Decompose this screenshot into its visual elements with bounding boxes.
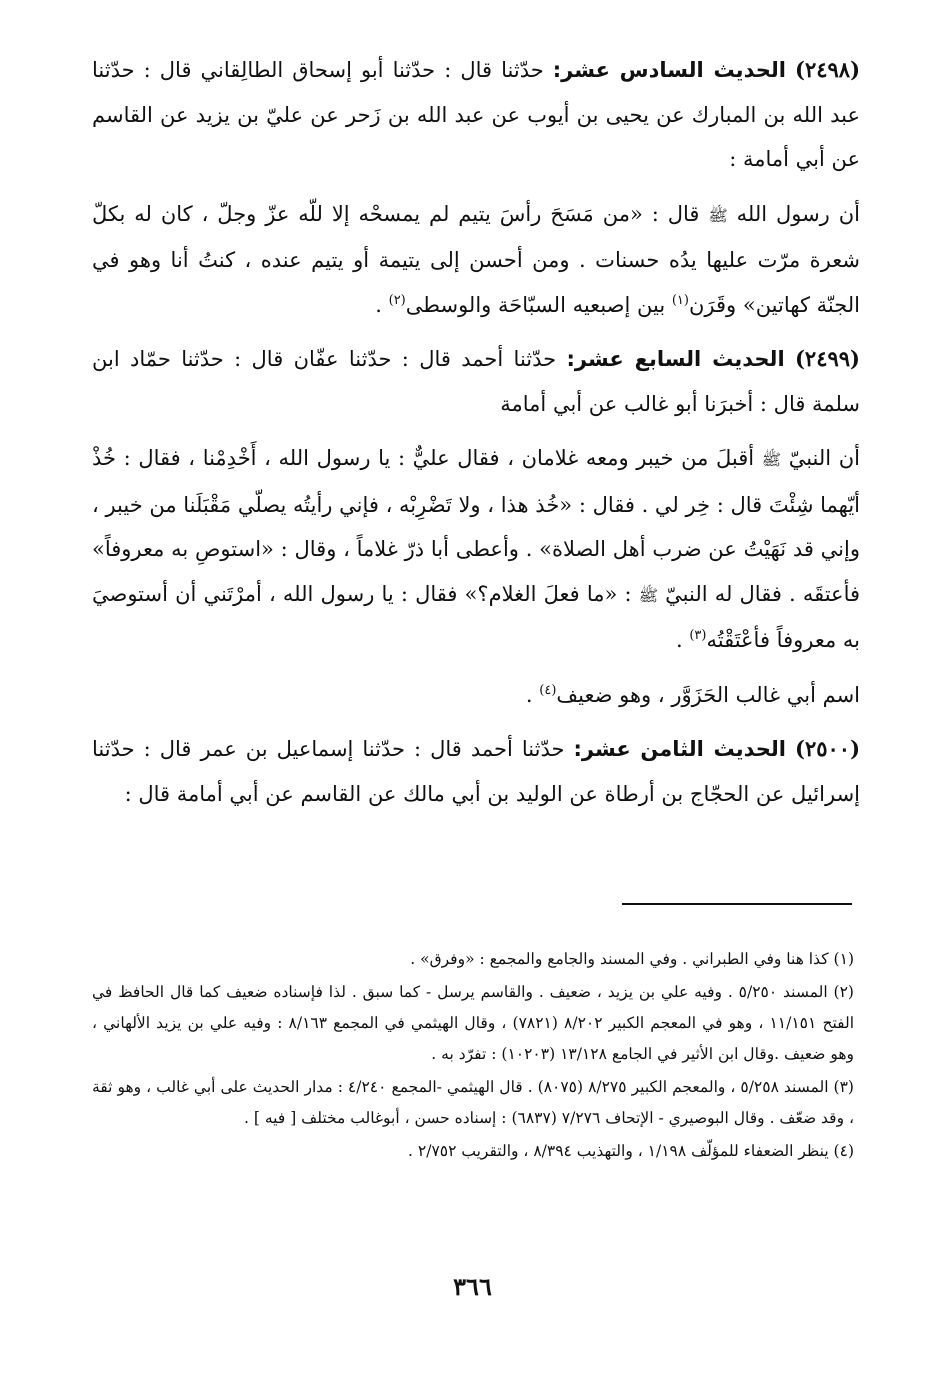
footnotes: [92, 944, 854, 1169]
isnad-text: حدّثنا أحمد قال : حدّثنا إسماعيل بن عمر قال : حدّثنا إسرائيل عن الحجّاج بن أرطاة عن الوليد بن أبي مالك عن القاسم عن أبي أمامة قال :: [92, 737, 860, 806]
footnote-1: (١) كذا هنا وفي الطبراني . وفي المسند والجامع والمجمع : «وفرق» .: [410, 950, 854, 968]
hadith-2498-isnad: [92, 48, 860, 182]
hadith-title: الحديث السابع عشر:: [566, 347, 785, 371]
main-text: [92, 48, 860, 826]
salla-glyph: ﷺ: [638, 585, 659, 605]
salla-glyph: ﷺ: [761, 450, 782, 469]
hadith-2500-isnad: [92, 727, 860, 816]
salla-glyph: ﷺ: [708, 205, 728, 225]
footnote-3: (٣) المسند ٥/٢٥٨ ، والمعجم الكبير ٨/٢٧٥ (٨٠٧٥) . قال الهيثمي -المجمع ٤/٢٤٠ : مدار الحديث على أبي غالب ، وهو ثقة ، وقد ضعّف . وقال البوصيري - الإتحاف ٧/٢٧٦ (٦٨٣٧) : إسناده حسن ، أبوغالب مختلف [ فيه ] .: [92, 1078, 854, 1127]
isnad-text: حدّثنا أحمد قال : حدّثنا عفّان قال : حدّثنا حمّاد ابن سلمة قال : أخبرَنا أبو غالب عن أبي أمامة: [92, 347, 860, 416]
footnote-4: (٤) ينظر الضعفاء للمؤلّف ١/١٩٨ ، والتهذيب ٨/٣٩٤ ، والتقريب ٢/٧٥٢ .: [408, 1142, 854, 1160]
page-number: ٣٦٦: [453, 1272, 492, 1301]
footnote-ref-3[interactable]: (٣): [689, 628, 707, 643]
matn-text: أقبلَ من خيبر ومعه غلامان ، فقال عليٌّ : يا رسول الله ، أَخْدِمْنا ، فقال : خُذْ أيّهما شِئْتَ قال : خِر لي . فقال : «خُذ هذا ، ولا تَضْرِبْه ، فإني رأيتُه يصلّي مَقْبَلَنا من خيبر ، وإني قد نَهَيْتُ عن ضرب أهل الصلاة» . وأعطى أبا ذرّ غلاماً ، وقال : «استوصِ به معروفاً» فأعتقَه . فقال له النبيّ: [91, 446, 861, 606]
matn-text: .: [675, 628, 690, 652]
footnote-ref-2[interactable]: (٢): [388, 292, 406, 308]
matn-text: .: [375, 292, 389, 317]
remark-text: .: [525, 682, 540, 707]
footnote-ref-1[interactable]: (١): [671, 292, 689, 308]
hadith-2499-matn: [92, 436, 860, 663]
hadith-number: (٢٥٠٠): [795, 736, 861, 761]
matn-text: : «ما فعلَ الغلام؟» فقال : يا رسول الله ، أمرْتَني أن أستوصيَ به معروفاً فأعْتَقْتُه: [92, 581, 860, 652]
matn-text: قال : «من مَسَحَ رأسَ يتيم لم يمسحْه إلا للّه عزّ وجلّ ، كان له بكلّ شعرة مرّت عليها يدُه حسنات . ومن أحسن إلى يتيمة أو يتيم عنده ، كنتُ أنا وهو في الجنّة كهاتين» وقَرَن: [92, 201, 860, 317]
matn-text: أن رسول الله: [727, 201, 861, 226]
remark-text: اسم أبي غالب الحَزَوَّر ، وهو ضعيف: [556, 682, 860, 707]
hadith-2499-isnad: [92, 337, 860, 426]
footnote-divider: [622, 903, 852, 905]
isnad-text: حدّثنا قال : حدّثنا أبو إسحاق الطالِقاني قال : حدّثنا عبد الله بن المبارك عن يحيى بن أيوب عن عبد الله بن زَحر عن عليّ بن يزيد عن القاسم عن أبي أمامة :: [92, 58, 860, 171]
matn-text: أن النبيّ: [781, 446, 860, 470]
hadith-2499-remark: [92, 673, 860, 718]
hadith-2498-matn: [92, 192, 860, 328]
hadith-title: الحديث السادس عشر:: [552, 58, 786, 82]
footnote-2: (٢) المسند ٥/٢٥٠ . وفيه علي بن يزيد ، ضعيف . والقاسم يرسل - كما سبق . لذا فإسناده ضعيف كما قال الحافظ في الفتح ١١/١٥١ ، وهو في المعجم الكبير ٨/٢٠٢ (٧٨٢١) ، وقال الهيثمي في المجمع ٨/١٦٣ : وفيه علي بن يزيد الألهاني ، وهو ضعيف .وقال ابن الأثير في الجامع ١٣/١٢٨ (١٠٢٠٣) : تفرّد به .: [92, 983, 855, 1063]
hadith-number: (٢٤٩٨): [795, 57, 860, 82]
hadith-title: الحديث الثامن عشر:: [573, 737, 786, 761]
hadith-number: (٢٤٩٩): [794, 346, 860, 371]
footnote-ref-4[interactable]: (٤): [539, 682, 557, 698]
matn-text: بين إصبعيه السبّاحَة والوسطى: [405, 292, 672, 317]
